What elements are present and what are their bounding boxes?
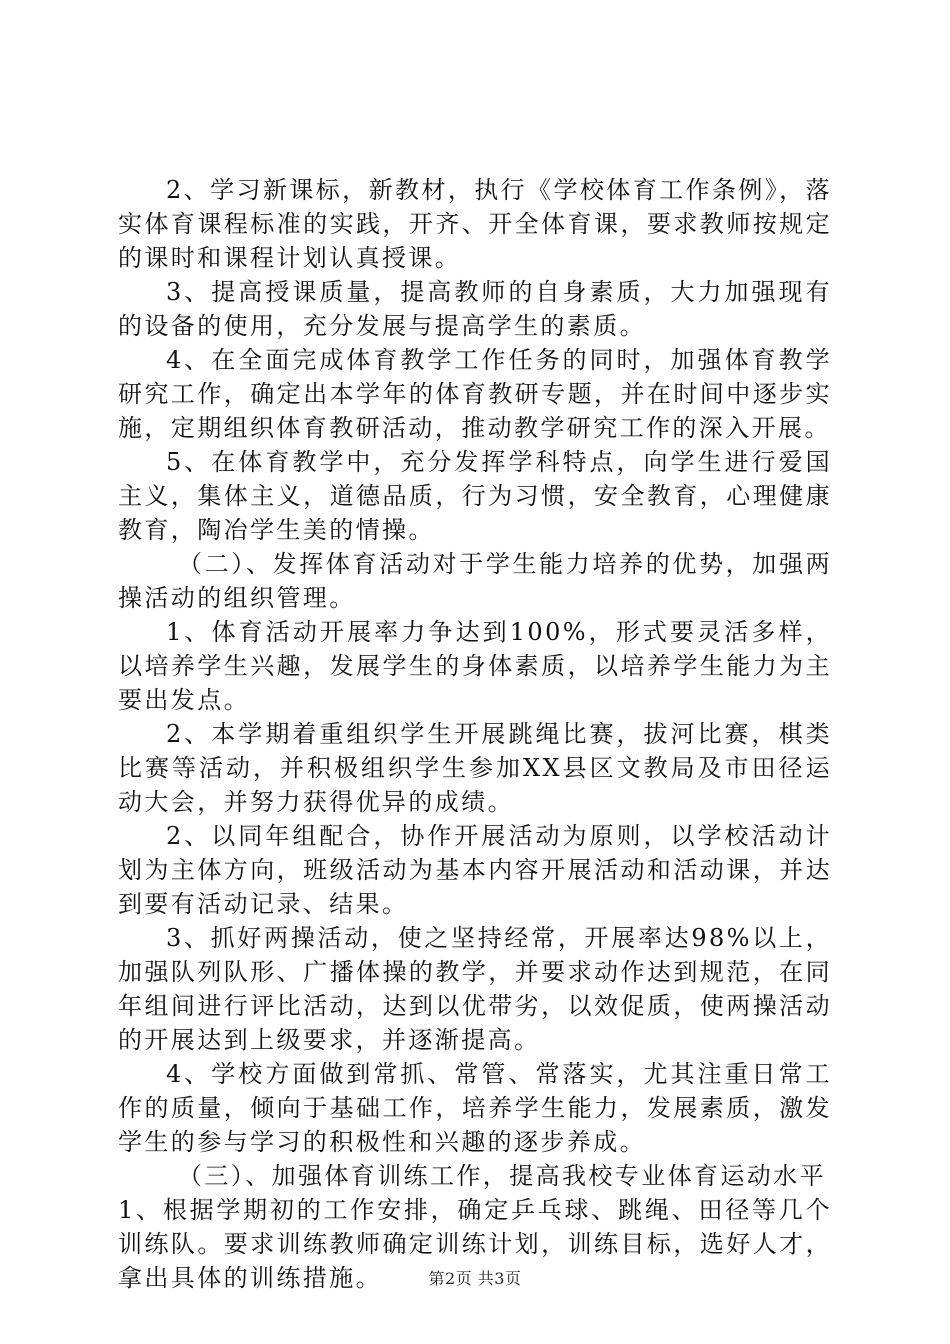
paragraph-activity-4: 4、学校方面做到常抓、常管、常落实，尤其注重日常工作的质量，倾向于基础工作，培养学生能力，发展素质，激发学生的参与学习的积极性和兴趣的逐步养成。 xyxy=(118,1060,832,1156)
paragraph-item-5: 5、在体育教学中，充分发挥学科特点，向学生进行爱国主义，集体主义，道德品质，行为习惯，安全教育，心理健康教育，陶冶学生美的情操。 xyxy=(118,448,832,544)
paragraph-item-4: 4、在全面完成体育教学工作任务的同时，加强体育教学研究工作，确定出本学年的体育教研专题，并在时间中逐步实施，定期组织体育教研活动，推动教学研究工作的深入开展。 xyxy=(118,346,832,442)
paragraph-item-2: 2、学习新课标，新教材，执行《学校体育工作条例》，落实体育课程标准的实践，开齐、开全体育课，要求教师按规定的课时和课程计划认真授课。 xyxy=(118,176,832,272)
section-heading-3: （三）、加强体育训练工作，提高我校专业体育运动水平 xyxy=(178,1162,826,1190)
page-footer: 第2页 共3页 xyxy=(428,1269,522,1288)
paragraph-training-1: 1、根据学期初的工作安排，确定乒乓球、跳绳、田径等几个训练队。要求训练教师确定训练计划，训练目标，选好人才，拿出具体的训练措施。 xyxy=(118,1196,832,1292)
section-heading-2: （二）、发挥体育活动对于学生能力培养的优势，加强两操活动的组织管理。 xyxy=(118,550,832,612)
paragraph-activity-2: 2、本学期着重组织学生开展跳绳比赛，拔河比赛，棋类比赛等活动，并积极组织学生参加XX县区文教局及市田径运动大会，并努力获得优异的成绩。 xyxy=(118,720,832,816)
paragraph-activity-1: 1、体育活动开展率力争达到100%，形式要灵活多样，以培养学生兴趣，发展学生的身体素质，以培养学生能力为主要出发点。 xyxy=(118,618,832,714)
paragraph-item-3: 3、提高授课质量，提高教师的自身素质，大力加强现有的设备的使用，充分发展与提高学生的素质。 xyxy=(118,278,832,340)
document-body xyxy=(118,173,832,1295)
paragraph-activity-3: 3、抓好两操活动，使之坚持经常，开展率达98%以上，加强队列队形、广播体操的教学，并要求动作达到规范，在同年组间进行评比活动，达到以优带劣，以效促质，使两操活动的开展达到上级要求，并逐渐提高。 xyxy=(118,924,832,1054)
paragraph-activity-2b: 2、以同年组配合，协作开展活动为原则，以学校活动计划为主体方向，班级活动为基本内容开展活动和活动课，并达到要有活动记录、结果。 xyxy=(118,822,832,918)
